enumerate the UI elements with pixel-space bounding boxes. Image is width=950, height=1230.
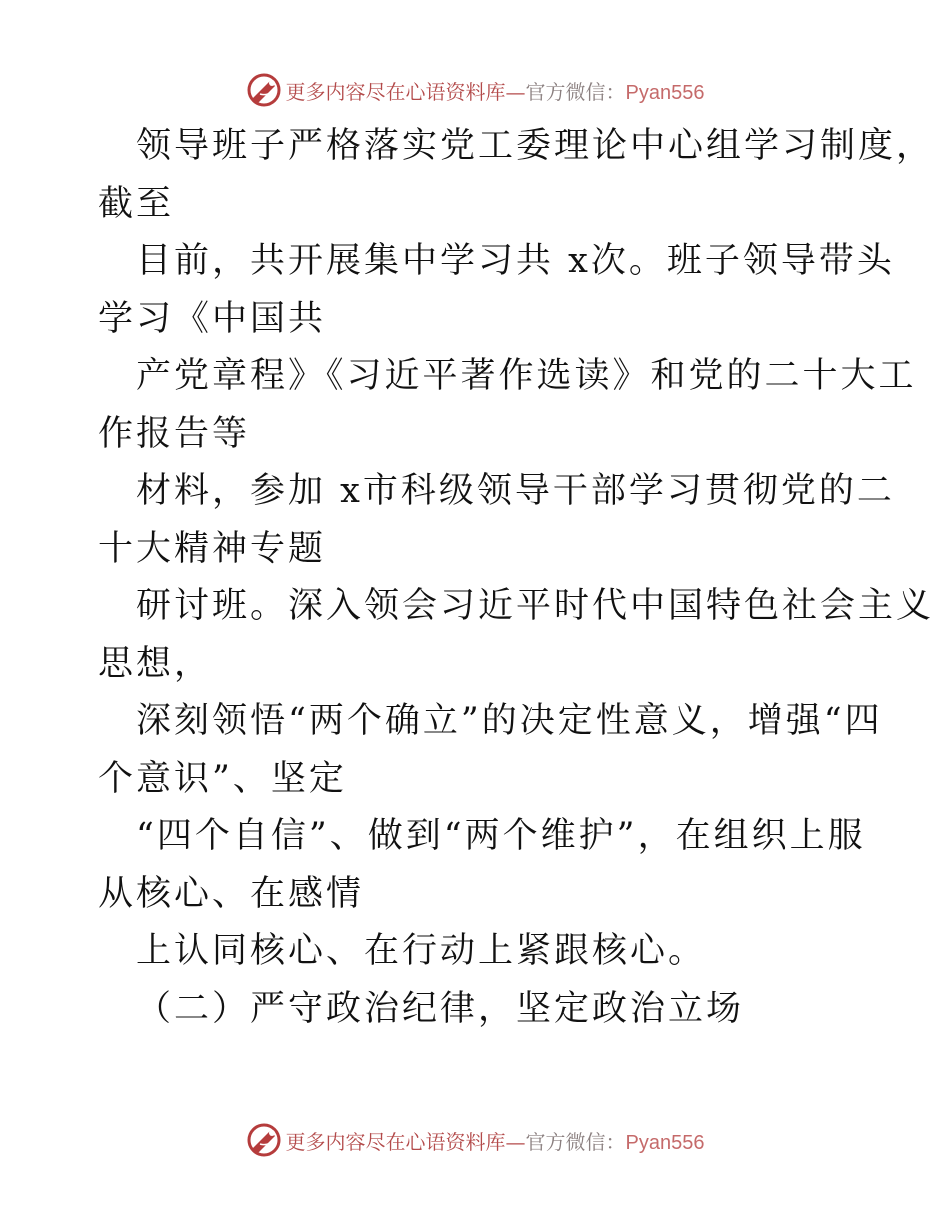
header-watermark-banner	[0, 70, 950, 110]
text-line: 领导班子严格落实党工委理论中心组学习制度，	[136, 126, 935, 166]
banner-brand: 更多内容尽在心语资料库	[285, 1129, 506, 1154]
text-line: 十大精神专题	[98, 528, 327, 569]
document-body	[98, 118, 935, 1038]
text-line: 截至	[98, 183, 175, 224]
text-line: 研讨班。深入领会习近平时代中国特色社会主义	[136, 586, 935, 626]
banner-separator: —	[505, 1129, 526, 1154]
banner-official-label: 官方微信：	[525, 79, 626, 104]
text-line: 思想，	[98, 643, 213, 684]
pen-logo-icon	[246, 1122, 282, 1158]
banner-brand: 更多内容尽在心语资料库	[285, 79, 506, 104]
banner-wechat-id: Pyan556	[625, 81, 705, 104]
text-line: 上认同核心、在行动上紧跟核心。	[136, 931, 707, 971]
banner-text	[286, 1126, 705, 1155]
banner-official-label: 官方微信：	[525, 1129, 626, 1154]
text-line: 目前，共开展集中学习共 x次。班子领导带头	[136, 241, 895, 281]
text-line: 学习《中国共	[98, 298, 327, 339]
banner-wechat-id: Pyan556	[625, 1131, 705, 1154]
text-line: 产党章程》《习近平著作选读》和党的二十大工	[136, 356, 917, 396]
text-line: 个意识”、坚定	[98, 758, 347, 799]
banner-separator: —	[505, 79, 526, 104]
pen-logo-icon	[246, 72, 282, 108]
text-line: 从核心、在感情	[98, 873, 365, 914]
section-heading: （二）严守政治纪律，坚定政治立场	[136, 988, 745, 1029]
text-line: 作报告等	[98, 413, 251, 454]
banner-text	[286, 76, 705, 105]
text-line: “四个自信”、做到“两个维护”，在组织上服	[136, 816, 866, 856]
text-line: 深刻领悟“两个确立”的决定性意义，增强“四	[136, 701, 883, 741]
text-line: 材料，参加 x市科级领导干部学习贯彻党的二	[136, 471, 895, 511]
footer-watermark-banner	[0, 1120, 950, 1160]
